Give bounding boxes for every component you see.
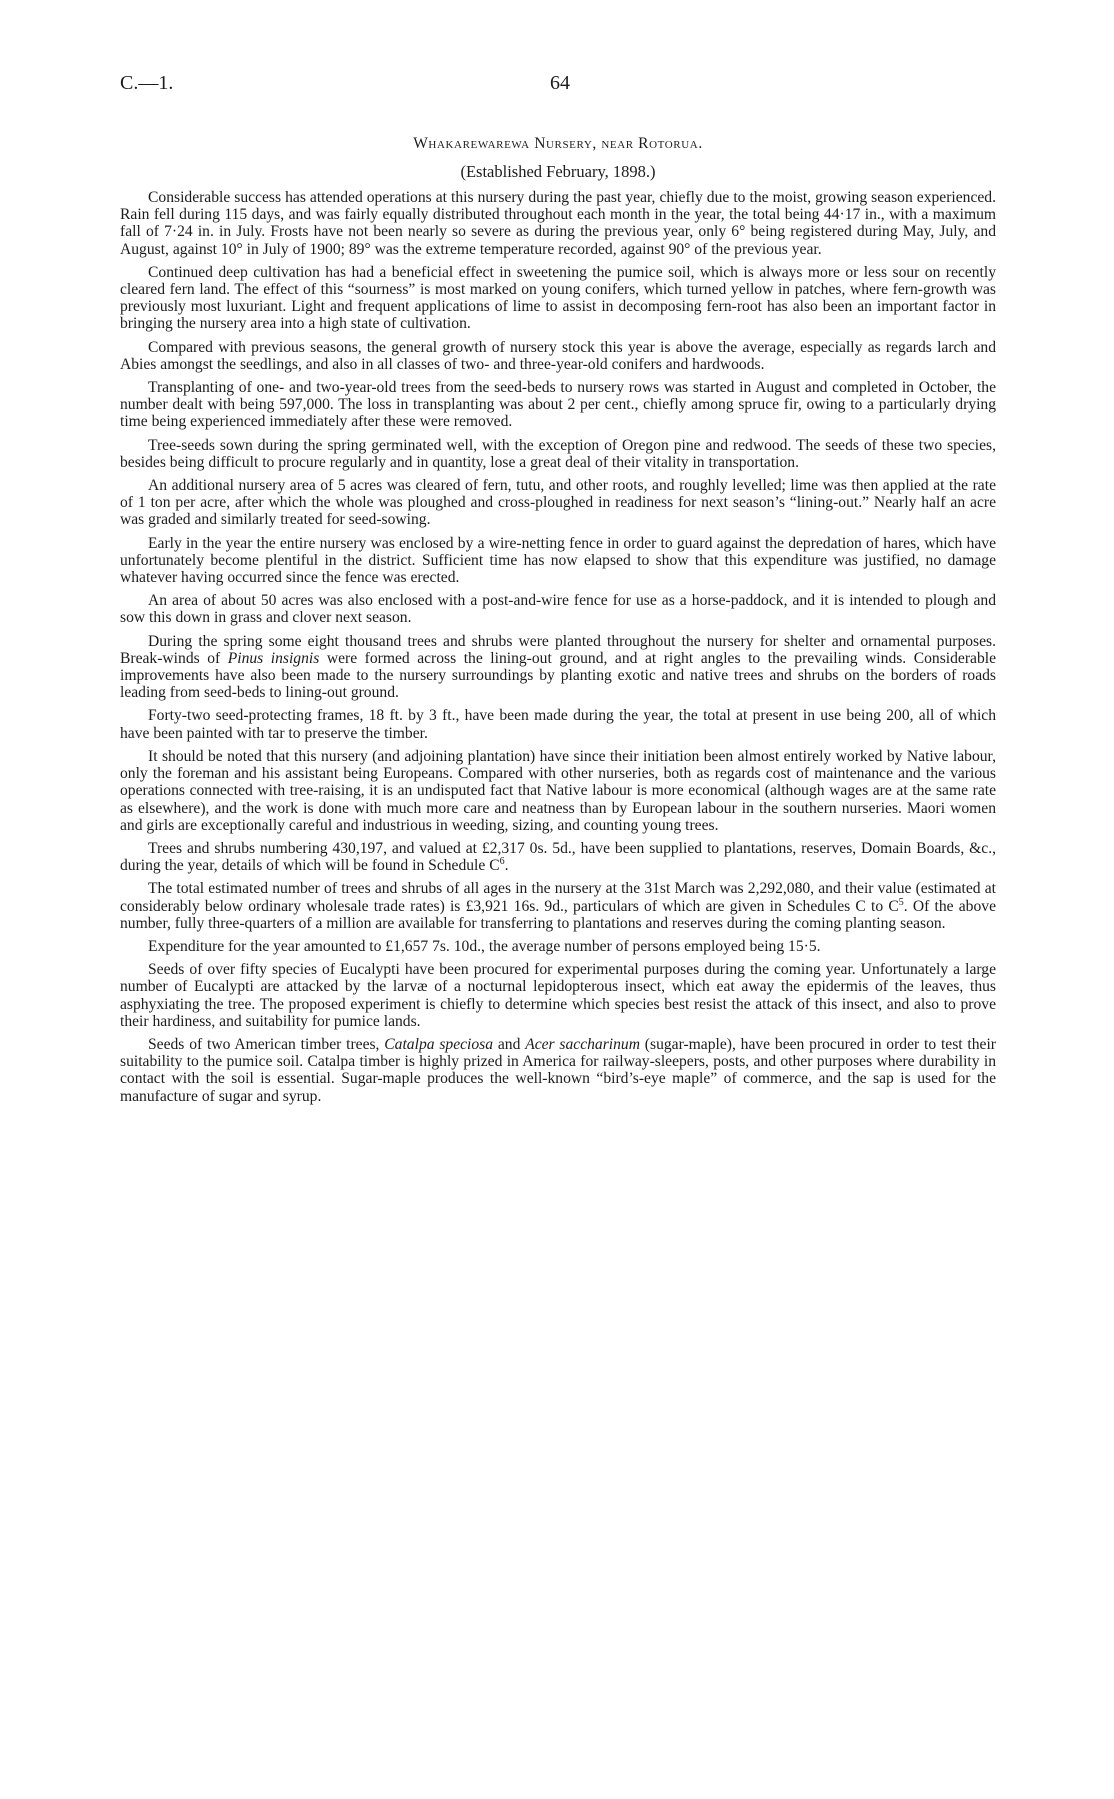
timber-text-start: Seeds of two American timber trees, xyxy=(148,1035,385,1053)
paragraph-frames: Forty-two seed-protecting frames, 18 ft. by 3 ft., have been made during the year, the total at present in use being 200, all of which have been painted with tar to preserve the timber. xyxy=(120,707,996,742)
paragraph-additional-area: An additional nursery area of 5 acres was cleared of fern, tutu, and other roots, and roughly levelled; lime was then applied at the rate of 1 ton per acre, after which the whole was ploughed and cross-ploughed in readiness for next season’s “lining-out.” Nearly half an acre was graded and similarly treated for seed-sowing. xyxy=(120,477,996,529)
paragraph-paddock: An area of about 50 acres was also enclosed with a post-and-wire fence for use as a horse-paddock, and it is intended to plough and sow this down in grass and clover next season. xyxy=(120,592,996,627)
species-name: Pinus insignis xyxy=(227,649,320,667)
report-reference: C.—1. xyxy=(120,72,174,94)
schedule-superscript: 6 xyxy=(499,855,505,867)
species-name: Catalpa speciosa xyxy=(384,1035,494,1053)
section-subtitle: (Established February, 1898.) xyxy=(460,162,656,181)
paragraph-expenditure: Expenditure for the year amounted to £1,657 7s. 10d., the average number of persons employed being 15·5. xyxy=(148,937,821,955)
paragraph-tree-seeds: Tree-seeds sown during the spring germinated well, with the exception of Oregon pine and redwood. The seeds of these two species, besides being difficult to procure regularly and in quantity, lose a great deal of their vitality in transportation. xyxy=(120,436,996,471)
paragraph-american-timber xyxy=(120,1036,996,1105)
document-body xyxy=(120,134,996,1111)
total-text-end: . Of the above number, fully three-quarters of a million are available for transferring to plantations and reserves during the coming planting season. xyxy=(120,897,996,932)
paragraph-fence: Early in the year the entire nursery was enclosed by a wire-netting fence in order to guard against the depredation of hares, which have unfortunately become plentiful in the district. Sufficient time has now elapsed to show that this expenditure was justified, no damage whatever having occurred since the fence was erected. xyxy=(120,534,996,587)
page-header xyxy=(0,72,1114,102)
supplied-text: Trees and shrubs numbering 430,197, and valued at £2,317 0s. 5d., have been supplied to plantations, reserves, Domain Boards, &c., during the year, details of which will be found in Schedule C xyxy=(120,839,996,875)
paragraph-supplied xyxy=(120,840,996,874)
paragraph-cultivation: Continued deep cultivation has had a beneficial effect in sweetening the pumice soil, which is always more or less sour on recently cleared fern land. The effect of this “sourness” is most marked on young conifers, which turned yellow in patches, where fern-growth was previously most luxuriant. Light and frequent applications of lime to assist in decomposing fern-root has also been an important factor in bringing the nursery area into a high state of cultivation. xyxy=(120,263,996,333)
paragraph-native-labour: It should be noted that this nursery (and adjoining plantation) have since their initiation been almost entirely worked by Native labour, only the foreman and his assistant being Europeans. Compared with other nurseries, both as regards cost of maintenance and the various operations connected with tree-raising, it is an undisputed fact that Native labour is more economical (although wages are at the same rate as elsewhere), and the work is done with much more care and neatness than by European labour in the southern nurseries. Maori women and girls are exceptionally careful and industrious in weeding, sizing, and counting young trees. xyxy=(120,747,996,834)
paragraph-transplanting: Transplanting of one- and two-year-old trees from the seed-beds to nursery rows was started in August and completed in October, the number dealt with being 597,000. The loss in transplanting was about 2 per cent., chiefly among spruce fir, owing to a particularly drying time being experienced immediately after these were removed. xyxy=(120,379,996,431)
total-text: The total estimated number of trees and shrubs of all ages in the nursery at the 31st March was 2,292,080, and their value (estimated at considerably below ordinary wholesale trade rates) is £3,921 16s. 9d., particulars of which are given in Schedules C to C xyxy=(120,880,996,915)
paragraph-eucalypti: Seeds of over fifty species of Eucalypti have been procured for experimental purposes during the coming year. Unfortunately a large number of Eucalypti are attacked by the larvæ of a nocturnal lepidopterous insect, which eat away the epidermis of the leaves, thus asphyxiating the tree. The proposed experiment is chiefly to determine which species best resist the attack of this insect, and also to prove their hardiness, and suitability for pumice lands. xyxy=(120,961,996,1030)
section-title: Whakarewarewa Nursery, near Rotorua. xyxy=(413,135,703,152)
page-number: 64 xyxy=(550,72,570,94)
species-name: Acer saccharinum xyxy=(525,1035,640,1053)
shelter-text-start: During the spring some eight thousand trees and shrubs were planted throughout the nursery for shelter and ornamental purposes. Break-winds of xyxy=(120,632,996,667)
paragraph-growth: Compared with previous seasons, the general growth of nursery stock this year is above the average, especially as regards larch and Abies amongst the seedlings, and also in all classes of two- and three-year-old conifers and hardwoods. xyxy=(120,338,996,373)
shelter-text-end: were formed across the lining-out ground, and at right angles to the prevailing winds. Considerable improvements have also been made to the nursery surroundings by planting exotic and native trees and shrubs on the borders of roads leading from seed-beds to lining-out ground. xyxy=(120,649,997,702)
paragraph-shelter xyxy=(120,633,996,702)
paragraph-weather: Considerable success has attended operations at this nursery during the past year, chiefly due to the moist, growing season experienced. Rain fell during 115 days, and was fairly equally distributed throughout each month in the year, the total being 44·17 in., with a maximum fall of 7·24 in. in July. Frosts have not been nearly so severe as during the previous year, only 6° being registered during May, July, and August, against 10° in July of 1900; 89° was the extreme temperature recorded, against 90° of the previous year. xyxy=(120,189,996,258)
supplied-text-end: . xyxy=(504,857,509,875)
paragraph-total-stock xyxy=(120,880,996,932)
timber-text-rest: (sugar-maple), have been procured in order to test their suitability to the pumice soil. Catalpa timber is highly prized in America for railway-sleepers, posts, and other purposes where durability in contact with the soil is essential. Sugar-maple produces the well-known “bird’s-eye maple” of commerce, and the sap is used for the manufacture of sugar and syrup. xyxy=(120,1035,996,1105)
timber-text-mid: and xyxy=(493,1035,526,1053)
schedule-superscript: 5 xyxy=(898,896,904,908)
